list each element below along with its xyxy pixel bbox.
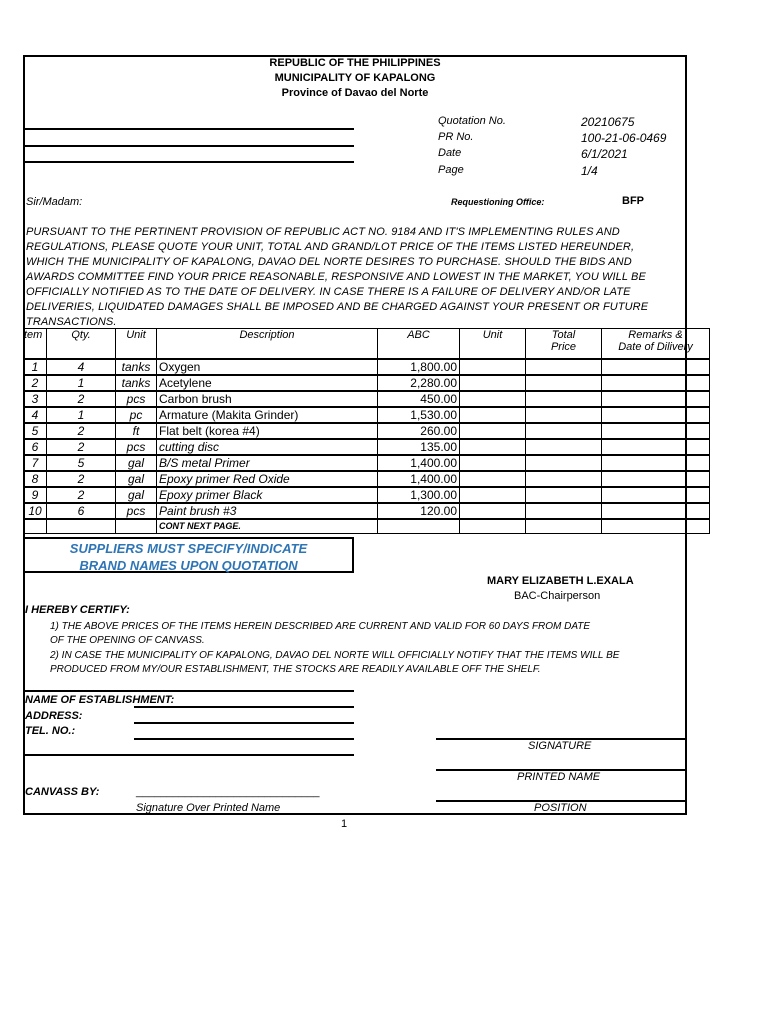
- cell-qty: 1: [47, 407, 116, 423]
- cell-qty: 2: [47, 471, 116, 487]
- cell-qty: 1: [47, 375, 116, 391]
- cell-item: 5: [24, 423, 47, 439]
- establishment-name-line: [134, 706, 354, 708]
- cell-abc: 135.00: [378, 439, 460, 455]
- col-description: Description: [157, 329, 378, 359]
- cell-description: Acetylene: [157, 375, 378, 391]
- cell-unit-price: [460, 487, 526, 503]
- header-province: Province of Davao del Norte: [281, 87, 429, 99]
- blank-line-1: [25, 128, 354, 130]
- cell-qty: 6: [47, 503, 116, 519]
- header-republic: REPUBLIC OF THE PHILIPPINES: [269, 57, 441, 69]
- canvass-signature-line: ______________________________: [136, 786, 320, 798]
- col-remarks: Remarks & Date of Dilivery: [602, 329, 710, 359]
- certify-item2-b: PRODUCED FROM MY/OUR ESTABLISHMENT, THE STOCKS ARE READILY AVAILABLE OFF THE SHELF.: [50, 664, 541, 675]
- cell-remarks: [602, 391, 710, 407]
- cell-item: 3: [24, 391, 47, 407]
- chairperson-title: BAC-Chairperson: [514, 590, 601, 602]
- table-row: [24, 407, 710, 423]
- cell-description: Oxygen: [157, 359, 378, 375]
- cell-abc: 260.00: [378, 423, 460, 439]
- salutation: Sir/Madam:: [26, 196, 83, 208]
- col-abc: ABC: [378, 329, 460, 359]
- cell-abc: 1,530.00: [378, 407, 460, 423]
- cell-item: 2: [24, 375, 47, 391]
- pr-no-value: 100-21-06-0469: [581, 131, 667, 145]
- cell-description: Flat belt (korea #4): [157, 423, 378, 439]
- page-value: 1/4: [581, 164, 598, 178]
- blank-line-2: [25, 145, 354, 147]
- cell-unit-price: [460, 423, 526, 439]
- tel-label: TEL. NO.:: [25, 725, 76, 737]
- cell-remarks: [602, 487, 710, 503]
- cell-total-price: [526, 471, 602, 487]
- cell-item: 6: [24, 439, 47, 455]
- table-row: [24, 375, 710, 391]
- empty-cell: [378, 519, 460, 534]
- cell-abc: 120.00: [378, 503, 460, 519]
- table-header-row: [24, 329, 710, 359]
- table-row: [24, 423, 710, 439]
- instructions-paragraph: PURSUANT TO THE PERTINENT PROVISION OF REPUBLIC ACT NO. 9184 AND IT'S IMPLEMENTING RULES AND REGULATIONS, PLEASE QUOTE YOUR UNIT, TOTAL AND GRAND/LOT PRICE OF THE ITEMS LISTED HEREUNDER, WHICH THE MUNICIPALITY OF KAPALONG, DAVAO DEL NORTE DESIRES TO PURCHASE. SHOULD THE BIDS AND AWARDS COMMITTEE FIND YOUR PRICE REASONABLE, RESPONSIVE AND LOWEST IN THE MARKET, YOU WILL BE OFFICIALLY NOTIFIED AS TO THE DATE OF DELIVERY. IN CASE THERE IS A FAILURE OF DELIVERY AND/OR LATE DELIVERIES, LIQUIDATED DAMAGES SHALL BE IMPOSED AND BE CHARGED AGAINST YOUR PRESENT OR FUTURE TRANSACTIONS.: [26, 226, 649, 328]
- blank-line-3: [25, 161, 354, 163]
- cell-item: 9: [24, 487, 47, 503]
- position-caption: POSITION: [534, 802, 587, 814]
- cell-unit: pcs: [116, 439, 157, 455]
- pr-no-label: PR No.: [438, 131, 474, 143]
- cell-total-price: [526, 487, 602, 503]
- cell-unit-price: [460, 503, 526, 519]
- cell-item: 8: [24, 471, 47, 487]
- table-row: [24, 503, 710, 519]
- cell-remarks: [602, 455, 710, 471]
- certify-item2-a: 2) IN CASE THE MUNICIPALITY OF KAPALONG, DAVAO DEL NORTE WILL OFFICIALLY NOTIFY THAT THE ITEMS WILL BE: [50, 650, 620, 661]
- cell-item: 7: [24, 455, 47, 471]
- cell-remarks: [602, 503, 710, 519]
- cell-unit: ft: [116, 423, 157, 439]
- cell-total-price: [526, 375, 602, 391]
- cell-unit-price: [460, 439, 526, 455]
- table-row-continue: [24, 519, 710, 534]
- cell-unit-price: [460, 407, 526, 423]
- cell-remarks: [602, 359, 710, 375]
- cell-unit: tanks: [116, 359, 157, 375]
- brand-notice-line1: SUPPLIERS MUST SPECIFY/INDICATE: [69, 541, 308, 556]
- requesting-office-label: Requestioning Office:: [451, 197, 545, 207]
- col-unit-price: Unit: [460, 329, 526, 359]
- cell-total-price: [526, 439, 602, 455]
- quotation-no-label: Quotation No.: [438, 115, 506, 127]
- cell-unit: gal: [116, 487, 157, 503]
- date-value: 6/1/2021: [581, 147, 628, 161]
- table-row: [24, 471, 710, 487]
- cell-qty: 2: [47, 423, 116, 439]
- quotation-no-value: 20210675: [581, 115, 635, 129]
- cell-unit-price: [460, 471, 526, 487]
- cell-unit: gal: [116, 471, 157, 487]
- tel-line: [134, 738, 354, 740]
- empty-cell: [47, 519, 116, 534]
- cell-total-price: [526, 407, 602, 423]
- certify-item1-a: 1) THE ABOVE PRICES OF THE ITEMS HEREIN DESCRIBED ARE CURRENT AND VALID FOR 60 DAYS FROM DATE: [50, 621, 591, 632]
- page-label: Page: [438, 164, 464, 176]
- cell-unit: pc: [116, 407, 157, 423]
- cell-qty: 4: [47, 359, 116, 375]
- cell-remarks: [602, 439, 710, 455]
- empty-cell: [460, 519, 526, 534]
- cell-unit: gal: [116, 455, 157, 471]
- cell-unit: tanks: [116, 375, 157, 391]
- cell-abc: 1,400.00: [378, 455, 460, 471]
- table-row: [24, 359, 710, 375]
- cell-description: Armature (Makita Grinder): [157, 407, 378, 423]
- page-number: 1: [341, 818, 348, 830]
- cell-abc: 2,280.00: [378, 375, 460, 391]
- cell-description: cutting disc: [157, 439, 378, 455]
- cell-qty: 2: [47, 487, 116, 503]
- brand-notice: [25, 537, 354, 573]
- cell-unit: pcs: [116, 391, 157, 407]
- brand-notice-line2: BRAND NAMES UPON QUOTATION: [79, 558, 298, 573]
- cell-abc: 1,400.00: [378, 471, 460, 487]
- cell-unit-price: [460, 359, 526, 375]
- cell-description: Epoxy primer Black: [157, 487, 378, 503]
- cell-item: 1: [24, 359, 47, 375]
- cell-total-price: [526, 391, 602, 407]
- cell-description: Epoxy primer Red Oxide: [157, 471, 378, 487]
- cell-remarks: [602, 375, 710, 391]
- establishment-bottom-line: [25, 754, 354, 756]
- col-total-price: Total Price: [526, 329, 602, 359]
- date-label: Date: [438, 147, 462, 159]
- certify-heading: I HEREBY CERTIFY:: [25, 604, 130, 616]
- table-row: [24, 487, 710, 503]
- cell-qty: 2: [47, 391, 116, 407]
- empty-cell: [526, 519, 602, 534]
- cell-description: B/S metal Primer: [157, 455, 378, 471]
- printed-name-caption: PRINTED NAME: [517, 771, 601, 783]
- cell-total-price: [526, 359, 602, 375]
- cell-remarks: [602, 407, 710, 423]
- table-row: [24, 455, 710, 471]
- cell-remarks: [602, 471, 710, 487]
- canvass-caption: Signature Over Printed Name: [136, 802, 281, 814]
- requesting-office-value: BFP: [622, 195, 644, 207]
- col-qty: Qty.: [47, 329, 116, 359]
- establishment-top-line: [25, 690, 354, 692]
- empty-cell: [116, 519, 157, 534]
- cell-unit: pcs: [116, 503, 157, 519]
- cell-qty: 2: [47, 439, 116, 455]
- cell-item: 4: [24, 407, 47, 423]
- cell-unit-price: [460, 391, 526, 407]
- table-row: [24, 439, 710, 455]
- col-unit: Unit: [116, 329, 157, 359]
- cell-abc: 450.00: [378, 391, 460, 407]
- items-table: [23, 328, 710, 534]
- establishment-name-label: NAME OF ESTABLISHMENT:: [25, 694, 175, 706]
- col-item: tem: [24, 329, 47, 359]
- cell-total-price: [526, 503, 602, 519]
- address-label: ADDRESS:: [25, 710, 83, 722]
- cell-total-price: [526, 455, 602, 471]
- empty-cell: [602, 519, 710, 534]
- cell-item: 10: [24, 503, 47, 519]
- cell-unit-price: [460, 375, 526, 391]
- cell-abc: 1,800.00: [378, 359, 460, 375]
- cell-description: Paint brush #3: [157, 503, 378, 519]
- certify-item1-b: OF THE OPENING OF CANVASS.: [50, 635, 205, 646]
- cell-qty: 5: [47, 455, 116, 471]
- cell-abc: 1,300.00: [378, 487, 460, 503]
- canvass-by-label: CANVASS BY:: [25, 786, 100, 798]
- cell-description: Carbon brush: [157, 391, 378, 407]
- table-row: [24, 391, 710, 407]
- cell-unit-price: [460, 455, 526, 471]
- chairperson-name: MARY ELIZABETH L.EXALA: [487, 575, 634, 587]
- header-municipality: MUNICIPALITY OF KAPALONG: [274, 72, 436, 84]
- continue-note: CONT NEXT PAGE.: [157, 519, 378, 534]
- cell-total-price: [526, 423, 602, 439]
- cell-remarks: [602, 423, 710, 439]
- empty-cell: [24, 519, 47, 534]
- address-line: [134, 722, 354, 724]
- signature-caption: SIGNATURE: [528, 740, 592, 752]
